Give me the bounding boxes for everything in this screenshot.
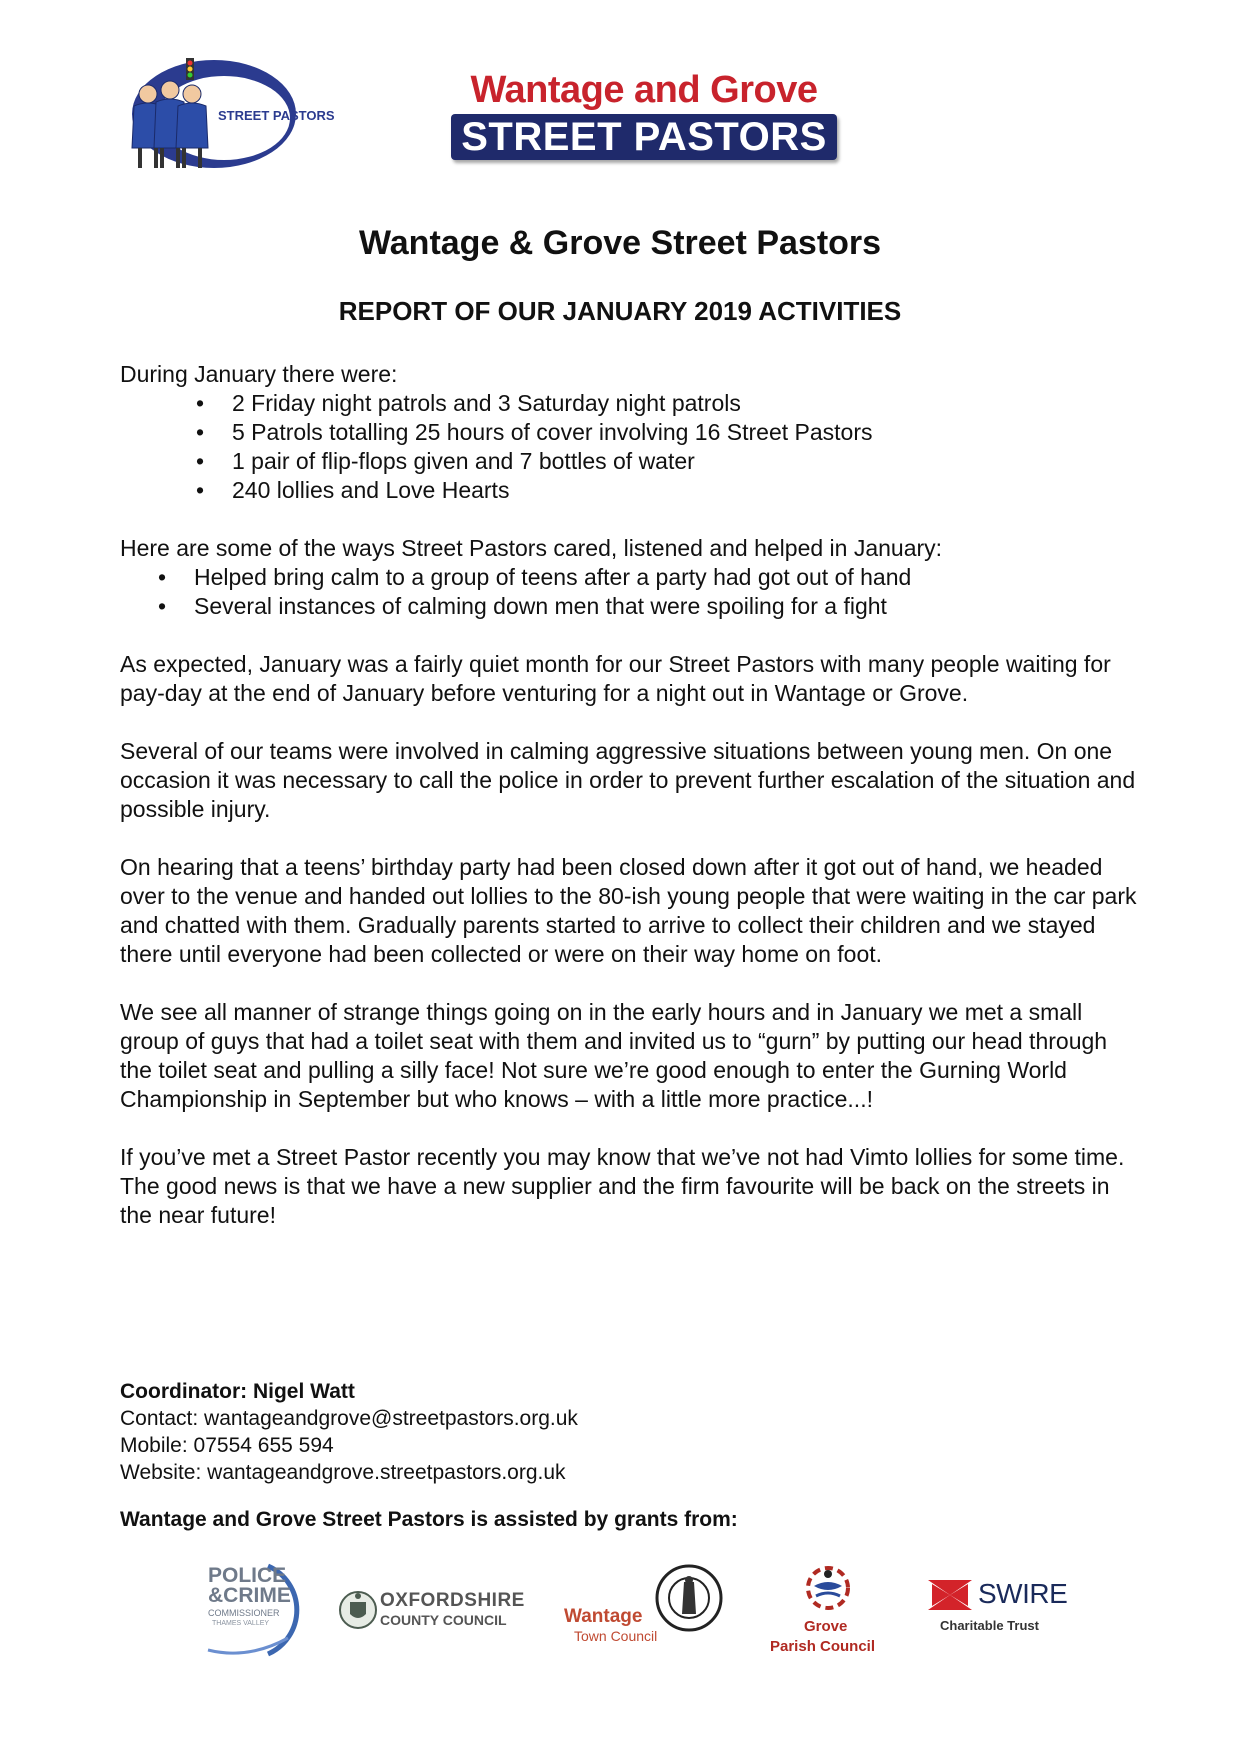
- oxfordshire-county-council-logo: [338, 1586, 525, 1636]
- ways-list: [120, 563, 1140, 621]
- report-subtitle: REPORT OF OUR JANUARY 2019 ACTIVITIES: [338, 296, 902, 326]
- oxfordshire-logo-line-2: COUNTY COUNCIL: [380, 1612, 507, 1628]
- wantage-logo-line-2: Town Council: [574, 1628, 658, 1644]
- police-logo-line-4: THAMES VALLEY: [212, 1620, 270, 1627]
- stats-list: [120, 389, 1140, 505]
- list-item: • Helped bring calm to a group of teens after a party had got out of hand: [120, 563, 1140, 592]
- coordinator-name: Coordinator: Nigel Watt: [120, 1380, 355, 1403]
- wantage-logo-line-1: Wantage: [564, 1606, 643, 1627]
- stats-intro: During January there were:: [120, 361, 398, 387]
- contact-email[interactable]: Contact: wantageandgrove@streetpastors.org.uk: [120, 1407, 578, 1430]
- grove-logo-line-2: Parish Council: [770, 1638, 876, 1655]
- paragraph: Several of our teams were involved in calming aggressive situations between young men. On one occasion it was necessary to call the police in order to prevent further escalation of the situation and possible injury.: [120, 738, 1136, 822]
- list-item: • 2 Friday night patrols and 3 Saturday night patrols: [120, 389, 1140, 418]
- swire-charitable-trust-logo: [928, 1578, 1068, 1638]
- grove-logo-line-1: Grove: [804, 1618, 848, 1635]
- wantage-town-council-logo: [562, 1558, 734, 1662]
- paragraph: On hearing that a teens’ birthday party had been closed down after it got out of hand, we headed over to the venue and handed out lollies to the 80-ish young people that were waiting in the car park and chatted with them. Gradually parents started to arrive to collect their children and we stayed there until everyone had been collected or were on their way home on foot.: [120, 854, 1137, 967]
- list-item: • 1 pair of flip-flops given and 7 bottles of water: [120, 447, 1140, 476]
- police-logo-line-1: POLICE: [208, 1564, 287, 1587]
- oxfordshire-logo-line-1: OXFORDSHIRE: [380, 1590, 525, 1611]
- police-logo-line-3: COMMISSIONER: [208, 1608, 280, 1618]
- swire-logo-line-2: Charitable Trust: [940, 1618, 1039, 1633]
- street-pastors-badge-logo: [118, 56, 335, 178]
- badge-logo-text: STREET PASTORS: [218, 108, 335, 123]
- contact-mobile: Mobile: 07554 655 594: [120, 1434, 334, 1457]
- brand-line-2: STREET PASTORS: [451, 114, 837, 160]
- swire-logo-line-1: SWIRE: [978, 1578, 1068, 1609]
- grove-parish-council-logo: [770, 1562, 884, 1662]
- contact-block: [120, 1378, 578, 1486]
- paragraph: We see all manner of strange things going on in the early hours and in January we met a small group of guys that had a toilet seat with them and invited us to “gurn” by putting our head through the toilet seat and pulling a silly face! Not sure we’re good enough to enter the Gurning World Championship in September but who knows – with a little more practice...!: [120, 999, 1108, 1112]
- brand-wordmark: [443, 70, 845, 188]
- list-item: • 240 lollies and Love Hearts: [120, 476, 1140, 505]
- list-item: • 5 Patrols totalling 25 hours of cover involving 16 Street Pastors: [120, 418, 1140, 447]
- paragraph: If you’ve met a Street Pastor recently you may know that we’ve not had Vimto lollies for some time. The good news is that we have a new supplier and the firm favourite will be back on the streets in the near future!: [120, 1144, 1125, 1228]
- ways-intro: Here are some of the ways Street Pastors cared, listened and helped in January:: [120, 535, 943, 561]
- contact-website[interactable]: Website: wantageandgrove.streetpastors.org.uk: [120, 1461, 566, 1484]
- list-item: • Several instances of calming down men that were spoiling for a fight: [120, 592, 1140, 621]
- police-logo-line-2: &CRIME: [208, 1584, 291, 1607]
- paragraph: As expected, January was a fairly quiet month for our Street Pastors with many people waiting for pay-day at the end of January before venturing for a night out in Wantage or Grove.: [120, 651, 1111, 706]
- page-title: Wantage & Grove Street Pastors: [358, 224, 882, 262]
- police-crime-commissioner-logo: [198, 1560, 310, 1660]
- brand-line-1: Wantage and Grove: [470, 69, 818, 111]
- grants-heading: Wantage and Grove Street Pastors is assisted by grants from:: [120, 1508, 738, 1531]
- report-body: [120, 360, 1140, 1230]
